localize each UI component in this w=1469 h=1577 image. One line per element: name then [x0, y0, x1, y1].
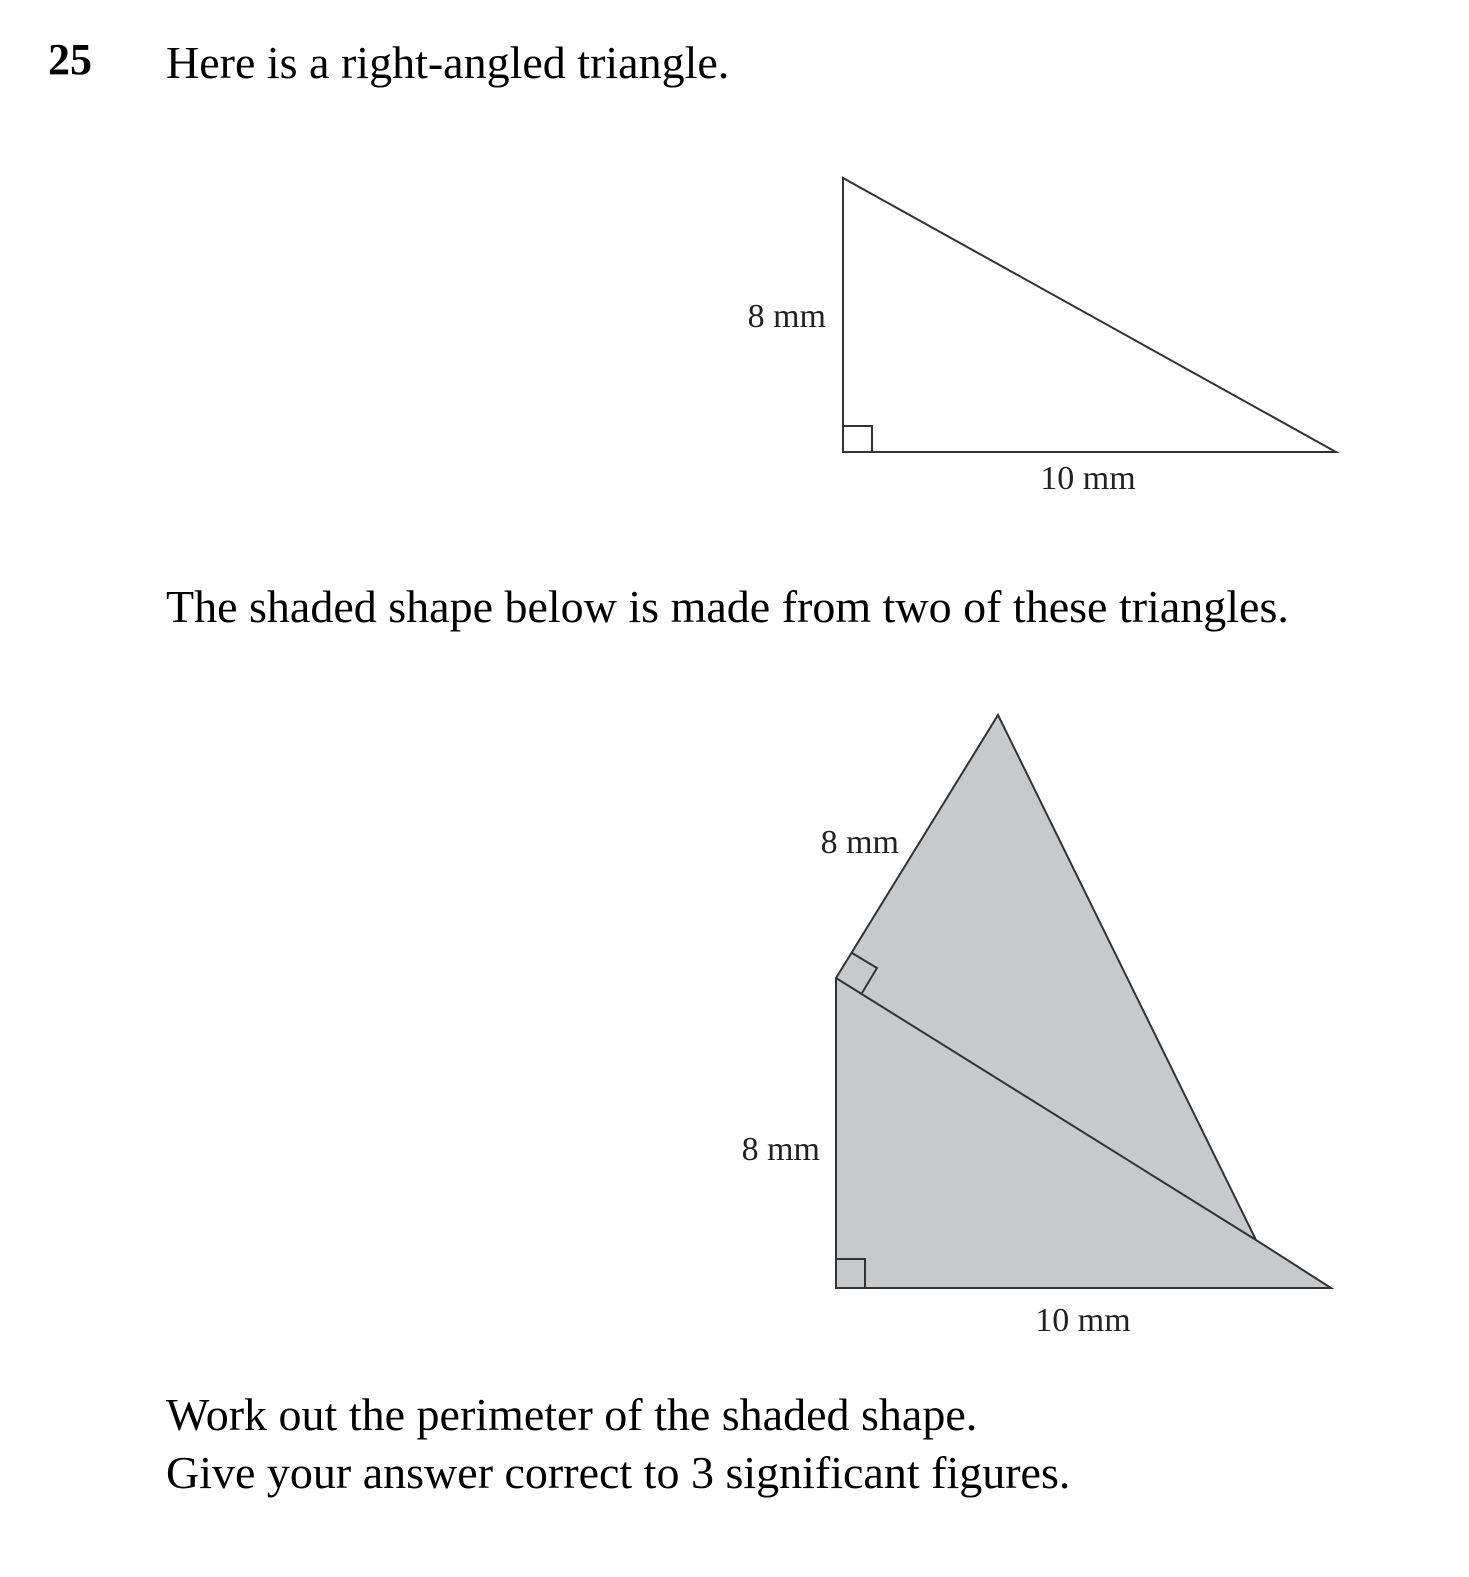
shaded-height-label: 8 mm: [741, 1131, 820, 1168]
shaded-shape-intro: The shaded shape below is made from two of these triangles.: [166, 581, 1289, 632]
shaded-upper-leg-label: 8 mm: [820, 824, 899, 861]
question-intro: Here is a right-angled triangle.: [166, 37, 730, 88]
question-number: 25: [48, 35, 92, 84]
shaded-base-label: 10 mm: [1035, 1302, 1131, 1339]
triangle-base-label: 10 mm: [1040, 460, 1136, 497]
shaded-shape: [836, 715, 1331, 1288]
task-instruction: Work out the perimeter of the shaded shape.: [166, 1389, 978, 1440]
answer-precision-instruction: Give your answer correct to 3 significant figures.: [166, 1447, 1071, 1498]
triangle-height-label: 8 mm: [747, 298, 826, 335]
